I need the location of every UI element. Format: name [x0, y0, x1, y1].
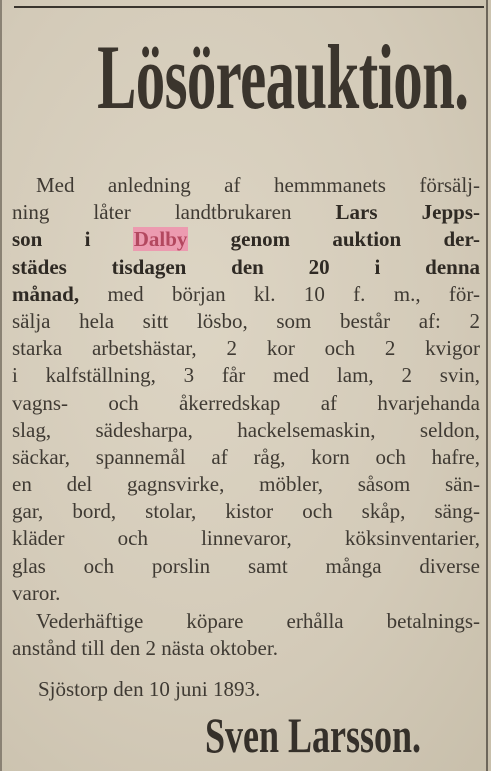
text-line	[12, 607, 480, 634]
text-line	[12, 417, 480, 444]
text-segment: med början kl. 10 f. m., för-	[79, 281, 480, 306]
text-line	[12, 634, 480, 661]
text-segment: Med anledning af hemmmanets försälj-	[36, 173, 480, 197]
place-and-date: Sjöstorp den 10 juni 1893.	[38, 677, 261, 701]
text-line	[12, 335, 480, 362]
text-segment: slag, sädesharpa, hackelsemaskin, seldon,	[12, 417, 480, 442]
payment-terms-paragraph	[12, 607, 480, 661]
signature: Sven Larsson.	[205, 707, 422, 763]
text-line	[12, 172, 480, 199]
text-segment: sälja hela sitt lösbo, som består af: 2	[12, 308, 480, 333]
text-segment: anstånd till den 2 nästa oktober.	[12, 636, 278, 661]
text-segment: säckar, spannemål af råg, korn och hafre,	[12, 444, 480, 469]
text-segment: Lars Jepps-	[335, 200, 480, 225]
left-border-rule	[0, 0, 2, 771]
text-line	[12, 362, 480, 389]
text-line	[12, 553, 480, 580]
text-line	[12, 444, 480, 471]
text-segment: städes tisdagen den 20 i denna	[12, 254, 480, 279]
top-border-rule	[14, 6, 484, 8]
text-line	[12, 254, 480, 281]
text-segment: i kalfställning, 3 får med lam, 2 svin,	[12, 363, 480, 388]
text-line	[12, 308, 480, 335]
text-segment: varor.	[12, 580, 61, 605]
text-line	[12, 226, 480, 253]
headline: Lösöreauktion.	[97, 26, 469, 128]
announcement-paragraph	[12, 172, 480, 607]
text-segment: en del gagnsvirke, möbler, såsom sän-	[12, 472, 480, 497]
text-segment: genom auktion der-	[188, 227, 480, 252]
text-line	[12, 199, 480, 226]
text-segment: månad,	[12, 281, 80, 306]
text-segment: vagns- och åkerredskap af hvarjehanda	[12, 390, 480, 415]
text-segment: Vederhäftige köpare erhålla betalnings-	[36, 609, 480, 633]
text-segment: starka arbetshästar, 2 kor och 2 kvigor	[12, 336, 480, 361]
text-line	[12, 390, 480, 417]
highlighted-name: Dalby	[133, 227, 188, 252]
text-segment: glas och porslin samt många diverse	[12, 553, 480, 578]
text-line	[12, 525, 480, 552]
text-line	[12, 498, 480, 525]
text-line	[12, 471, 480, 498]
text-segment: ning låter landtbrukaren	[12, 200, 336, 225]
right-border-rule	[486, 0, 488, 771]
text-segment: son i	[12, 227, 133, 252]
text-line	[12, 580, 480, 607]
text-segment: kläder och linnevaror, köksinventarier,	[12, 526, 480, 551]
text-line	[12, 281, 480, 308]
text-segment: gar, bord, stolar, kistor och skåp, säng-	[12, 499, 480, 524]
